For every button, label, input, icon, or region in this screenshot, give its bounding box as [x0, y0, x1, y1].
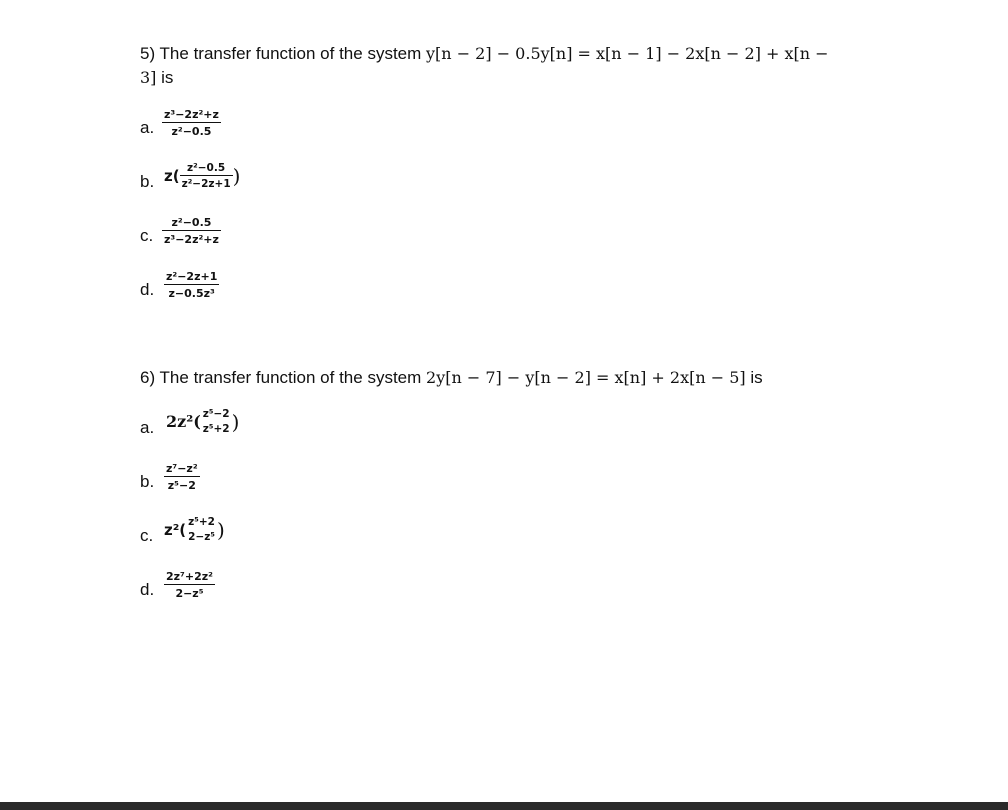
denominator: z⁵+2: [202, 423, 230, 435]
expression-prefix: z(: [164, 167, 180, 185]
fraction: [164, 270, 219, 300]
question-suffix: is: [745, 368, 763, 387]
numerator: z⁵−2: [202, 408, 230, 420]
denominator: z³−2z²+z: [164, 233, 219, 246]
option-letter: d.: [140, 280, 155, 299]
question-6: [140, 366, 870, 390]
question-5: [140, 42, 870, 90]
question-equation: y[n − 2] − 0.5y[n] = x[n − 1] − 2x[n − 2] + x[n −: [426, 44, 829, 63]
numerator: z³−2z²+z: [164, 108, 219, 121]
option-letter: a.: [140, 418, 155, 437]
denominator: z⁵−2: [167, 479, 196, 492]
fraction: [201, 408, 232, 435]
fraction: [164, 570, 215, 600]
option-letter: c.: [140, 226, 154, 245]
numerator: z²−0.5: [180, 162, 233, 176]
expression-suffix: ): [216, 517, 225, 542]
option-letter: d.: [140, 580, 155, 599]
numerator: z²−2z+1: [166, 270, 218, 283]
option-letter: b.: [140, 172, 155, 191]
option-expression: [164, 462, 200, 492]
question-number: 6): [140, 368, 156, 387]
fraction: [162, 108, 221, 138]
question-number: 5): [140, 44, 156, 63]
question-text: The transfer function of the system: [159, 44, 427, 63]
option-letter: a.: [140, 118, 155, 137]
option-expression: [164, 162, 240, 190]
numerator: z⁵+2: [188, 516, 215, 528]
option-letter: b.: [140, 472, 155, 491]
option-expression: [164, 270, 219, 300]
numerator: z²−0.5: [162, 216, 221, 231]
question-equation: 2y[n − 7] − y[n − 2] = x[n] + 2x[n − 5]: [426, 368, 746, 387]
bottom-bar: [0, 802, 1008, 810]
expression-suffix: ): [232, 164, 241, 188]
fraction: [186, 516, 217, 543]
numerator: 2z⁷+2z²: [166, 570, 213, 583]
expression-prefix: z²(: [164, 520, 187, 539]
denominator: z²−2z+1: [181, 178, 231, 190]
option-expression: [164, 570, 215, 600]
denominator: 2−z⁵: [175, 587, 204, 600]
option-expression: [162, 216, 221, 246]
fraction: [180, 162, 233, 190]
option-expression: [166, 408, 239, 435]
option-letter: c.: [140, 526, 154, 545]
expression-prefix: 2z²(: [166, 412, 201, 431]
denominator: z−0.5z³: [168, 287, 215, 300]
option-expression: [164, 516, 225, 543]
fraction: [162, 216, 221, 246]
option-expression: [162, 108, 221, 138]
numerator: z⁷−z²: [166, 462, 198, 475]
question-suffix: is: [156, 68, 174, 87]
fraction: [164, 462, 200, 492]
denominator: z²−0.5: [171, 125, 212, 138]
expression-suffix: ): [231, 409, 240, 434]
question-text: The transfer function of the system: [159, 368, 427, 387]
denominator: 2−z⁵: [188, 531, 215, 543]
question-equation-continued: 3]: [140, 68, 157, 87]
